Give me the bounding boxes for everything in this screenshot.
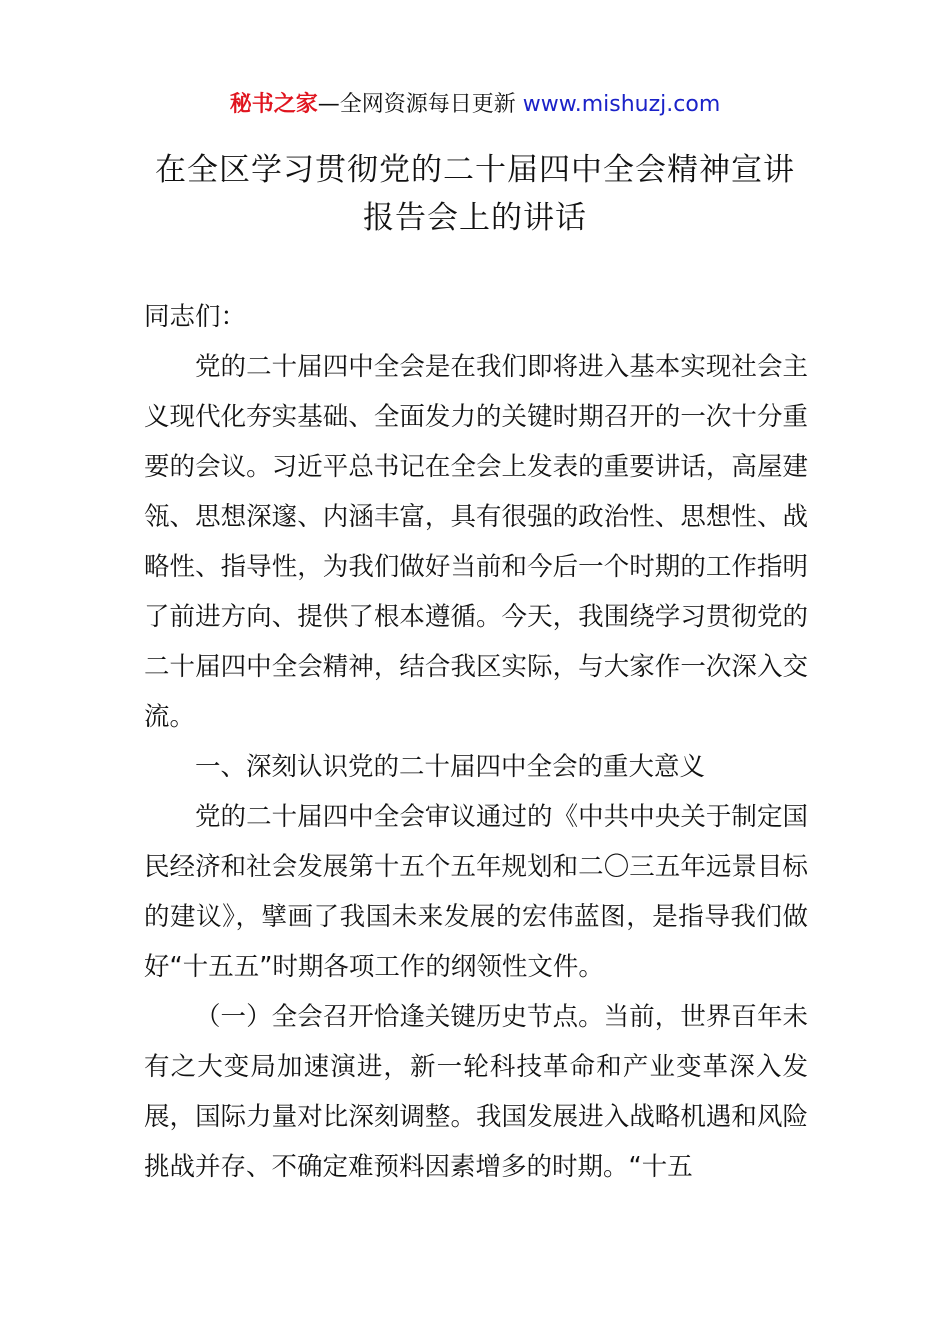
document-title <box>140 146 810 242</box>
document-body <box>144 292 808 1192</box>
title-line-2: 报告会上的讲话 <box>363 200 587 236</box>
site-brand: 秘书之家 <box>229 92 318 117</box>
paragraph-significance: 党的二十届四中全会审议通过的《中共中央关于制定国民经济和社会发展第十五个五年规划和二〇三五年远景目标的建议》，擘画了我国未来发展的宏伟蓝图，是指导我们做好“十五五”时期各项工作的纲领性文件。 <box>144 802 808 982</box>
title-line-1: 在全区学习贯彻党的二十届四中全会精神宣讲 <box>155 152 795 188</box>
salutation: 同志们： <box>144 302 247 332</box>
site-url-link[interactable]: www.mishuzj.com <box>522 92 721 117</box>
site-tagline: —全网资源每日更新 <box>317 92 523 117</box>
section-heading-1: 一、深刻认识党的二十届四中全会的重大意义 <box>195 752 706 782</box>
paragraph-subsection-1: （一）全会召开恰逢关键历史节点。当前，世界百年未有之大变局加速演进，新一轮科技革命和产业变革深入发展，国际力量对比深刻调整。我国发展进入战略机遇和风险挑战并存、不确定难预料因素增多的时期。“十五 <box>144 1002 808 1182</box>
site-header <box>0 90 950 120</box>
paragraph-intro: 党的二十届四中全会是在我们即将进入基本实现社会主义现代化夯实基础、全面发力的关键时期召开的一次十分重要的会议。习近平总书记在全会上发表的重要讲话，高屋建瓴、思想深邃、内涵丰富，具有很强的政治性、思想性、战略性、指导性，为我们做好当前和今后一个时期的工作指明了前进方向、提供了根本遵循。今天，我围绕学习贯彻党的二十届四中全会精神，结合我区实际，与大家作一次深入交流。 <box>144 352 808 732</box>
